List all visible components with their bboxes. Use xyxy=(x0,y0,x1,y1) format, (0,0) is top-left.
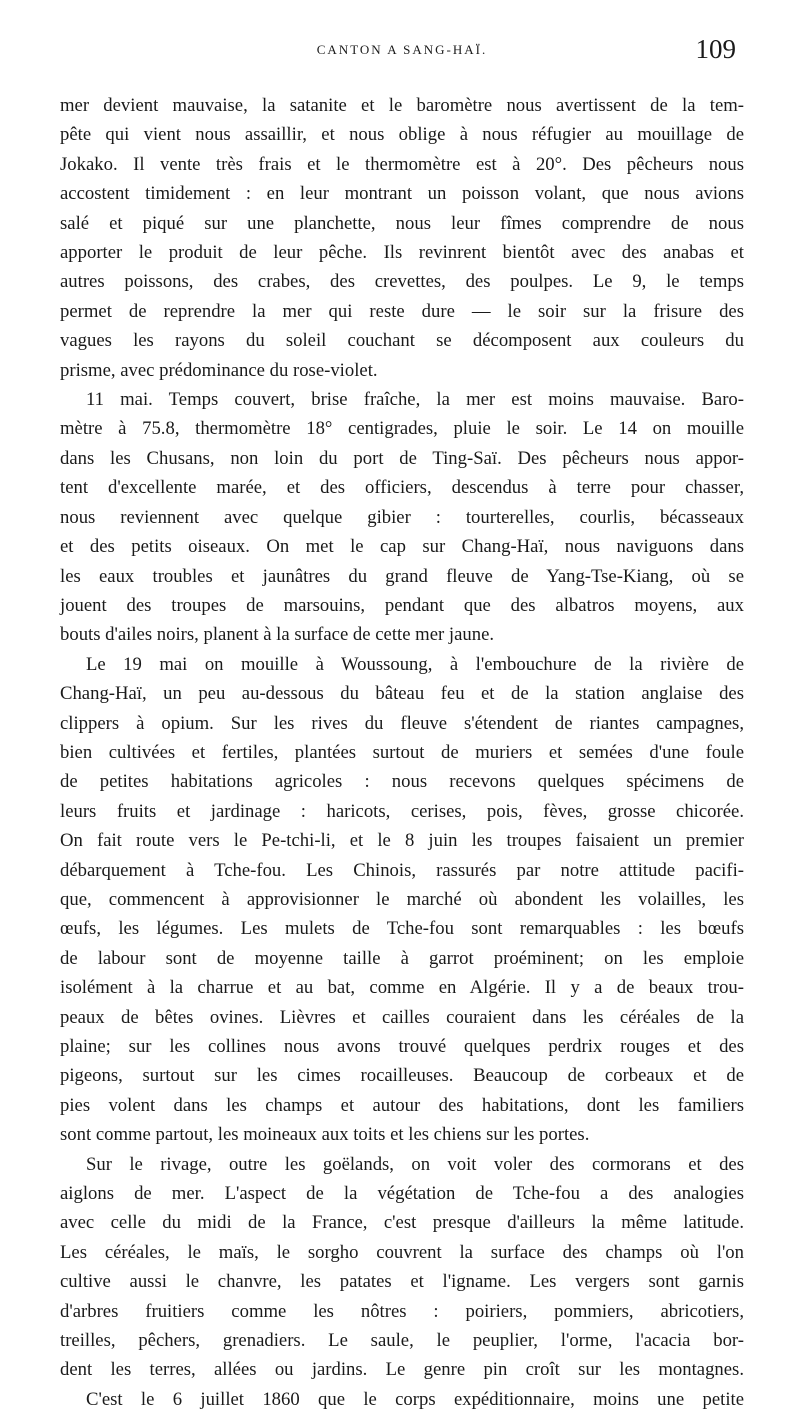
text-line: débarquement à Tche-fou. Les Chinois, rassurés par notre attitude pacifi- xyxy=(60,859,744,881)
text-line: plaine; sur les collines nous avons trouvé quelques perdrix rouges et des xyxy=(60,1036,744,1057)
running-title: CANTON A SANG-HAÏ. xyxy=(316,42,488,57)
text-line: 11 mai. Temps couvert, brise fraîche, la mer est moins mauvaise. Baro- xyxy=(86,389,744,411)
text-line: avec celle du midi de la France, c'est presque d'ailleurs la même latitude. xyxy=(60,1212,744,1234)
text-line: Jokako. Il vente très frais et le thermomètre est à 20°. Des pêcheurs nous xyxy=(60,153,744,175)
text-line: leurs fruits et jardinage : haricots, cerises, pois, fèves, grosse chicorée. xyxy=(60,800,744,822)
text-line: Le 19 mai on mouille à Woussoung, à l'embouchure de la rivière de xyxy=(86,653,744,675)
text-line: mètre à 75.8, thermomètre 18° centigrades, pluie le soir. Le 14 on mouille xyxy=(60,418,744,440)
page-number: 109 xyxy=(695,34,736,64)
text-line: prisme, avec prédominance du rose-violet. xyxy=(60,359,378,381)
body-text xyxy=(60,91,744,1414)
text-line: bien cultivées et fertiles, plantées surtout de muriers et semées d'une foule xyxy=(60,741,744,763)
text-line: clippers à opium. Sur les rives du fleuve s'étendent de riantes campagnes, xyxy=(60,712,744,734)
text-line: permet de reprendre la mer qui reste dure — le soir sur la frisure des xyxy=(60,300,744,322)
text-line: pigeons, surtout sur les cimes rocailleuses. Beaucoup de corbeaux et de xyxy=(60,1065,744,1087)
text-line: sont comme partout, les moineaux aux toits et les chiens sur les portes. xyxy=(60,1124,590,1146)
text-line: Les céréales, le maïs, le sorgho couvrent la surface des champs où l'on xyxy=(60,1241,744,1263)
text-line: On fait route vers le Pe-tchi-li, et le 8 juin les troupes faisaient un premier xyxy=(60,830,744,852)
text-line: que, commencent à approvisionner le marché où abondent les volailles, les xyxy=(60,888,744,910)
text-line: tent d'excellente marée, et des officiers, descendus à terre pour chasser, xyxy=(60,477,744,499)
text-line: aiglons de mer. L'aspect de la végétation de Tche-fou a des analogies xyxy=(60,1183,744,1205)
text-line: de labour sont de moyenne taille à garrot proéminent; on les emploie xyxy=(60,947,744,969)
text-line: peaux de bêtes ovines. Lièvres et cailles couraient dans les céréales de la xyxy=(60,1006,744,1028)
text-line: apporter le produit de leur pêche. Ils revinrent bientôt avec des anabas et xyxy=(60,242,744,264)
text-line: jouent des troupes de marsouins, pendant que des albatros moyens, aux xyxy=(60,594,744,616)
text-line: C'est le 6 juillet 1860 que le corps expéditionnaire, moins une petite xyxy=(86,1388,744,1410)
page-header xyxy=(60,34,744,82)
text-line: pête qui vient nous assaillir, et nous oblige à nous réfugier au mouillage de xyxy=(60,124,744,146)
text-line: isolément à la charrue et au bat, comme en Algérie. Il y a de beaux trou- xyxy=(60,977,744,999)
text-line: dent les terres, allées ou jardins. Le genre pin croît sur les montagnes. xyxy=(60,1359,744,1381)
text-line: autres poissons, des crabes, des crevettes, des poulpes. Le 9, le temps xyxy=(60,271,744,293)
text-line: accostent timidement : en leur montrant un poisson volant, que nous avions xyxy=(60,183,744,205)
text-line: nous reviennent avec quelque gibier : tourterelles, courlis, bécasseaux xyxy=(60,506,744,528)
text-line: de petites habitations agricoles : nous recevons quelques spécimens de xyxy=(60,771,744,793)
text-line: salé et piqué sur une planchette, nous leur fîmes comprendre de nous xyxy=(60,212,744,234)
text-line: d'arbres fruitiers comme les nôtres : poiriers, pommiers, abricotiers, xyxy=(60,1300,744,1322)
text-line: Sur le rivage, outre les goëlands, on voit voler des cormorans et des xyxy=(86,1153,744,1175)
text-line: cultive aussi le chanvre, les patates et l'igname. Les vergers sont garnis xyxy=(60,1271,744,1293)
text-line: treilles, pêchers, grenadiers. Le saule, le peuplier, l'orme, l'acacia bor- xyxy=(60,1330,744,1352)
text-line: dans les Chusans, non loin du port de Ting-Saï. Des pêcheurs nous appor- xyxy=(60,447,744,469)
text-line: Chang-Haï, un peu au-dessous du bâteau feu et de la station anglaise des xyxy=(60,683,744,705)
text-line: pies volent dans les champs et autour des habitations, dont les familiers xyxy=(60,1094,744,1116)
text-line: vagues les rayons du soleil couchant se décomposent aux couleurs du xyxy=(60,330,744,352)
text-line: bouts d'ailes noirs, planent à la surface de cette mer jaune. xyxy=(60,624,495,646)
text-line: les eaux troubles et jaunâtres du grand fleuve de Yang-Tse-Kiang, où se xyxy=(60,565,744,587)
text-line: œufs, les légumes. Les mulets de Tche-fou sont remarquables : les bœufs xyxy=(60,918,744,940)
text-line: et des petits oiseaux. On met le cap sur Chang-Haï, nous naviguons dans xyxy=(60,536,744,558)
text-line: mer devient mauvaise, la satanite et le baromètre nous avertissent de la tem- xyxy=(60,95,744,116)
